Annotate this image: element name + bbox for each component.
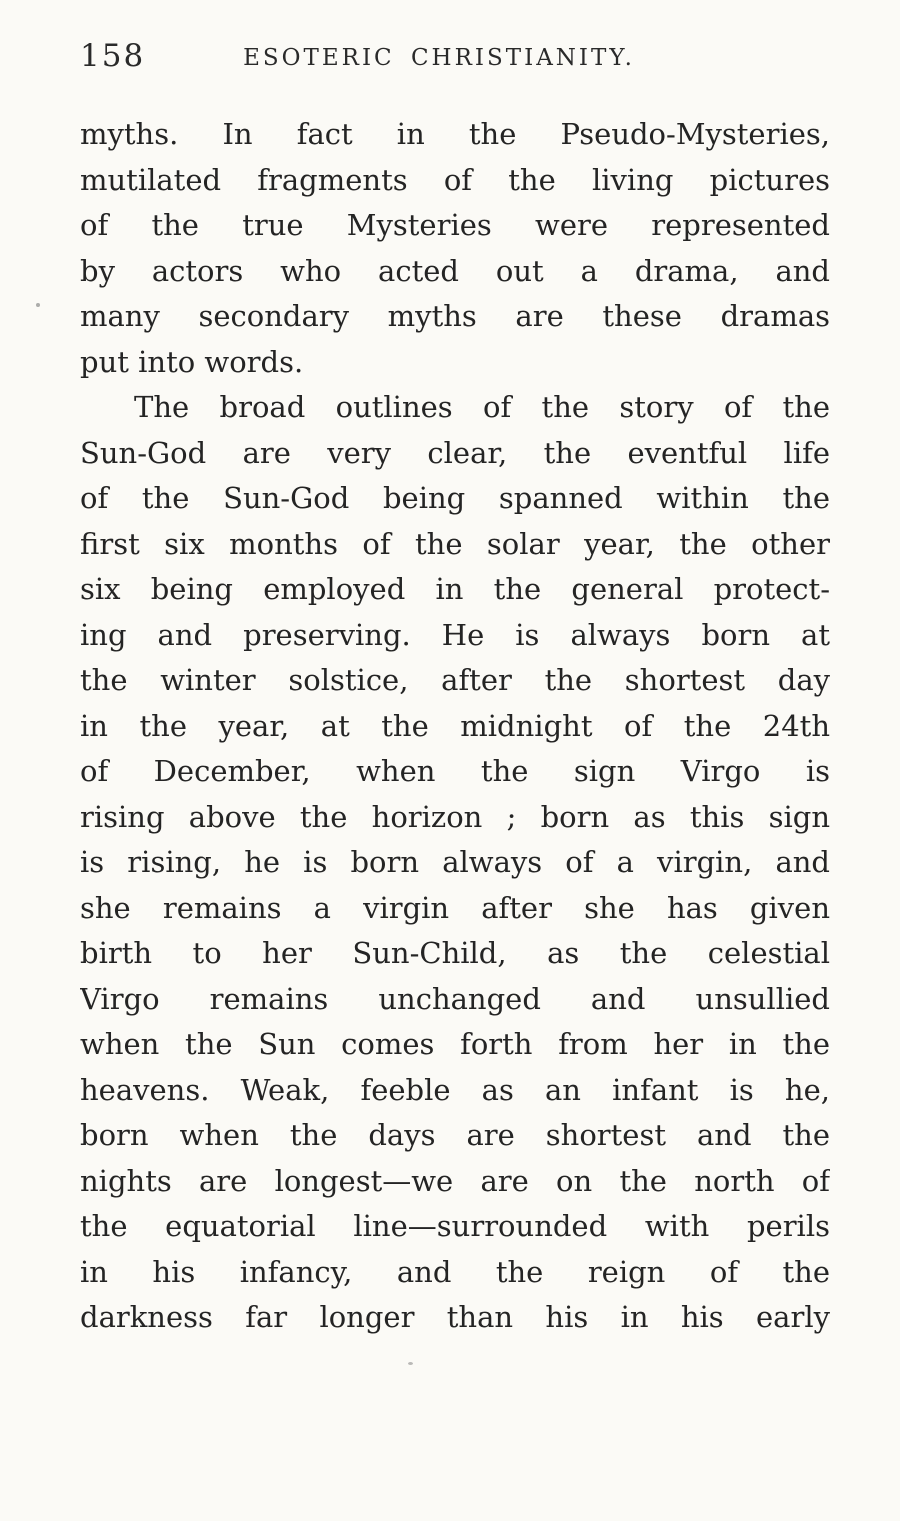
- text-line: darkness far longer than his in his early: [80, 1300, 830, 1334]
- text-line: six being employed in the general protect-: [80, 572, 830, 606]
- text-line: myths. In fact in the Pseudo-Mysteries,: [80, 117, 830, 151]
- text-line: is rising, he is born always of a virgin, and: [80, 845, 830, 879]
- running-head: [80, 38, 830, 82]
- text-line: rising above the horizon ; born as this sign: [80, 799, 830, 834]
- text-line: she remains a virgin after she has given: [80, 890, 830, 925]
- text-line: born when the days are shortest and the: [80, 1118, 830, 1152]
- text-line: first six months of the solar year, the other: [80, 526, 830, 561]
- text-line: nights are longest—we are on the north of: [80, 1163, 830, 1198]
- page-number: 158: [80, 38, 146, 74]
- text-line: ing and preserving. He is always born at: [80, 617, 830, 652]
- text-line: when the Sun comes forth from her in the: [80, 1027, 830, 1061]
- text-line: heavens. Weak, feeble as an infant is he,: [80, 1072, 830, 1107]
- text-line: in his infancy, and the reign of the: [80, 1254, 830, 1289]
- ink-speck: [408, 1362, 413, 1365]
- text-block: [80, 112, 830, 1341]
- text-line: many secondary myths are these dramas: [80, 299, 830, 333]
- text-line: of the Sun-God being spanned within the: [80, 481, 830, 515]
- paragraph: [80, 385, 830, 1341]
- text-line: The broad outlines of the story of the: [134, 390, 830, 424]
- text-line: by actors who acted out a drama, and: [80, 253, 830, 288]
- text-line: mutilated fragments of the living pictures: [80, 162, 830, 197]
- text-line: of December, when the sign Virgo is: [80, 754, 830, 788]
- text-line: put into words.: [80, 344, 304, 379]
- running-title: ESOTERIC CHRISTIANITY.: [243, 45, 635, 71]
- paragraph: [80, 112, 830, 385]
- text-line: Virgo remains unchanged and unsullied: [80, 981, 830, 1016]
- text-line: of the true Mysteries were represented: [80, 208, 830, 242]
- text-line: birth to her Sun-Child, as the celestial: [80, 936, 830, 970]
- text-line: Sun-God are very clear, the eventful life: [80, 435, 830, 470]
- ink-speck: [36, 303, 40, 307]
- text-line: the equatorial line—surrounded with perils: [80, 1209, 830, 1243]
- text-line: the winter solstice, after the shortest day: [80, 663, 830, 697]
- text-line: in the year, at the midnight of the 24th: [80, 708, 830, 743]
